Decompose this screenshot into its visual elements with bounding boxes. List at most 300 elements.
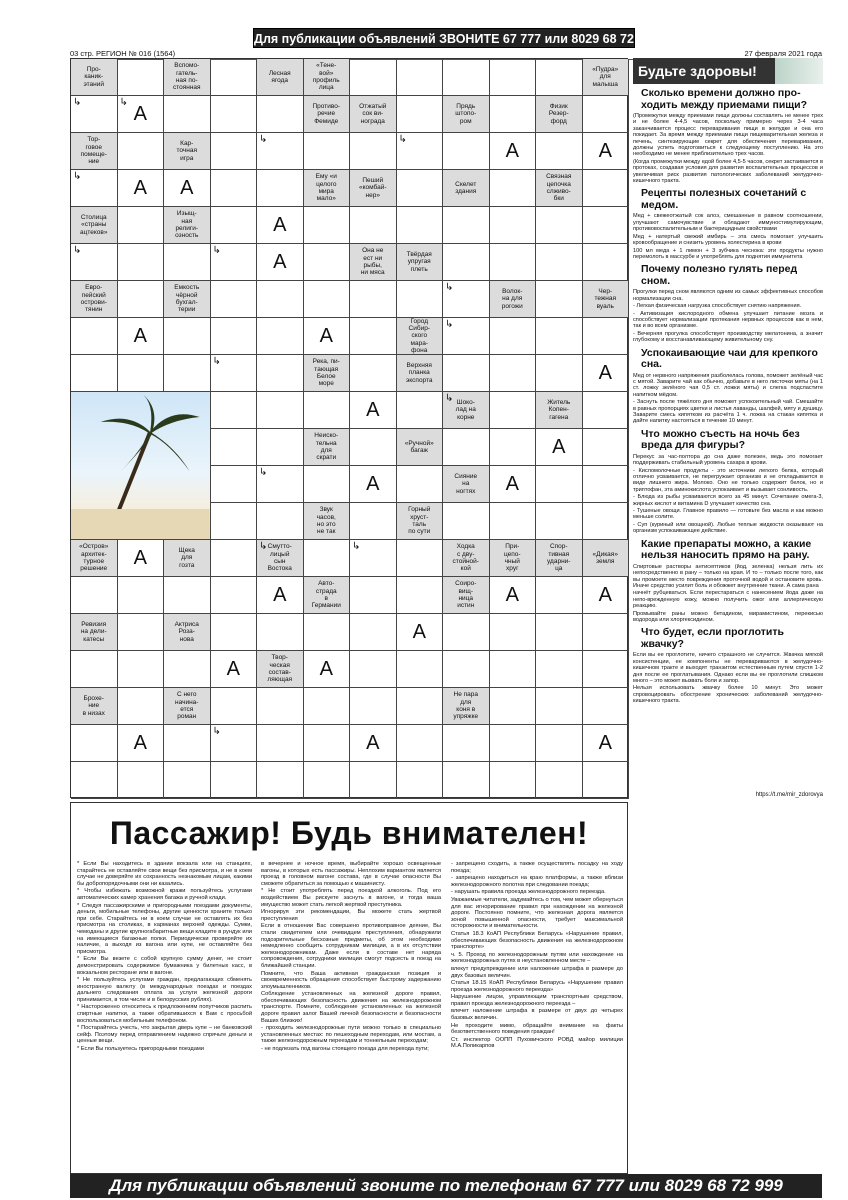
grid-cell[interactable]: [71, 318, 118, 355]
grid-cell[interactable]: [304, 540, 351, 577]
grid-cell[interactable]: [211, 466, 258, 503]
arrow-icon: ↳: [73, 245, 82, 256]
grid-cell[interactable]: [118, 355, 165, 392]
health-link[interactable]: https://t.me/mir_zdorovya: [755, 792, 823, 798]
grid-cell[interactable]: [536, 59, 583, 96]
article-paragraph: влекут предупреждение или наложение штрафа в размере до двух базовых величин.: [451, 965, 623, 979]
grid-cell[interactable]: [397, 170, 444, 207]
article-paragraph: * Постарайтесь учесть, что закрытая дверь купе – не банковский сейф. Поэтому перед отправлением надежно спрячьте деньги и ценные вещи.: [77, 1025, 252, 1045]
grid-cell[interactable]: [118, 281, 165, 318]
article-paragraph: * Не пользуйтесь услугами граждан, предлагающих сбменять иностранную валюту (в международных поездах и поездах дальнего следования оплата за услуги железной дороги принимается, в том числе и в белорусских рублях).: [77, 977, 252, 1003]
clue-cell: Чер- тежная вуаль: [583, 281, 630, 318]
answer-cell[interactable]: А: [490, 133, 537, 170]
health-section-title: Сколько времени должно про-ходить между приемами пищи?: [641, 87, 807, 111]
grid-cell[interactable]: [257, 614, 304, 651]
arrow-icon: ↳: [352, 541, 361, 552]
grid-cell[interactable]: [397, 466, 444, 503]
clue-cell: Щека для гозта: [164, 540, 211, 577]
clue-cell: Город Сибир- ского мара- фона: [397, 318, 444, 355]
grid-cell[interactable]: [397, 725, 444, 762]
clue-cell: Про- каник- этаний: [71, 59, 118, 96]
grid-cell[interactable]: [71, 355, 118, 392]
article-paragraph: * Чтобы избежать возможной кражи пользуйтесь услугами автоматических камер хранения багажа и ручной клади.: [77, 888, 252, 901]
clue-cell: Звук часов, но это не так: [304, 503, 351, 540]
clue-cell: Не пара для коня в упряжке: [443, 688, 490, 725]
clue-cell: Твор- ческая состав- ляющая: [257, 651, 304, 688]
clue-cell: Неиско- тельна для скрати: [304, 429, 351, 466]
grid-cell[interactable]: [211, 318, 258, 355]
answer-cell[interactable]: А: [583, 725, 630, 762]
grid-cell[interactable]: [490, 614, 537, 651]
grid-cell[interactable]: [304, 392, 351, 429]
grid-cell[interactable]: [304, 466, 351, 503]
grid-cell[interactable]: [350, 429, 397, 466]
grid-cell[interactable]: [211, 59, 258, 96]
grid-cell[interactable]: [304, 244, 351, 281]
grid-cell[interactable]: [490, 688, 537, 725]
grid-cell[interactable]: [257, 355, 304, 392]
article-paragraph: Уважаемые читатели, задумайтесь о том, чем может обернуться для вас игнорирование правил при нахождении на железной дороге. Постоянно помните, что железная дорога является зоной повышенной опасности, требует максимальной осторожности и внимательности.: [451, 896, 623, 930]
grid-cell[interactable]: [583, 392, 630, 429]
grid-cell[interactable]: [257, 688, 304, 725]
grid-cell[interactable]: [490, 59, 537, 96]
health-section-title: Что будет, если проглотить жвачку?: [641, 626, 784, 650]
grid-cell[interactable]: [211, 170, 258, 207]
grid-cell[interactable]: [490, 244, 537, 281]
issue-number: 03 стр. РЕГИОН № 016 (1564): [70, 49, 176, 58]
answer-cell[interactable]: А: [583, 133, 630, 170]
grid-cell[interactable]: [257, 170, 304, 207]
grid-cell[interactable]: [304, 281, 351, 318]
clue-cell: Актриса Роза- нова: [164, 614, 211, 651]
grid-cell[interactable]: [536, 503, 583, 540]
clue-cell: Авто- страда в Германии: [304, 577, 351, 614]
answer-cell[interactable]: А: [118, 170, 165, 207]
clue-cell: Тор- говое помеще- ние: [71, 133, 118, 170]
answer-cell[interactable]: А: [211, 651, 258, 688]
article-paragraph: Ст. инспектор ООПП Пуховичского РОВД майор милиции М.А.Попикарпов: [451, 1036, 623, 1050]
article-paragraph: * Не стоит употреблять перед поездкой алкоголь. Под его воздействием Вы рискуете заснуть в вагоне, и тогда ваша имущество может стать легкой жертвой преступника.: [261, 888, 441, 908]
grid-cell[interactable]: [443, 651, 490, 688]
health-paragraph: Если вы ее проглотите, ничего страшного не случится. Жвачка мягкой консистенции, ее компоненты не перевариваются в желудочно-кишечном тракте и выходят транзитом естественным путем спустя 1-2 дня после ее проглатывания. Однако если вы ее проглотили слишком много – это может вызвать боли и запор.: [633, 652, 823, 684]
clue-cell: Прядь штопо- ром: [443, 96, 490, 133]
grid-cell[interactable]: [536, 355, 583, 392]
clue-cell: Физик Резер- форд: [536, 96, 583, 133]
answer-cell[interactable]: А: [118, 96, 165, 133]
clue-cell: «Дикая» земля: [583, 540, 630, 577]
grid-cell[interactable]: [304, 207, 351, 244]
grid-cell[interactable]: [583, 651, 630, 688]
health-paragraph: Мед + свежеотжатый сок алоэ, смешанные в равном соотношении, улучшают самочувствие и обладают иммуностимулирующим, противовоспалительным и бактерицидным свойствами: [633, 213, 823, 233]
arrow-icon: ↳: [212, 245, 221, 256]
grid-cell[interactable]: [164, 762, 211, 799]
clue-cell: «Остров» архитек- турное решение: [71, 540, 118, 577]
grid-cell[interactable]: [536, 244, 583, 281]
grid-cell[interactable]: [164, 318, 211, 355]
issue-date: 27 февраля 2021 года: [744, 49, 822, 58]
article-paragraph: - нарушать правила проезда железнодорожного переезда.: [451, 889, 606, 896]
grid-cell[interactable]: [443, 725, 490, 762]
grid-cell[interactable]: [443, 429, 490, 466]
grid-cell[interactable]: [583, 318, 630, 355]
answer-cell[interactable]: А: [350, 392, 397, 429]
grid-cell[interactable]: [583, 688, 630, 725]
answer-cell[interactable]: А: [536, 429, 583, 466]
clue-cell: При- цепо- чный хруг: [490, 540, 537, 577]
grid-cell[interactable]: [350, 59, 397, 96]
health-paragraph: Промывайте раны можно бетадином, мирамистином, перекисью водорода или хлоргексидином.: [633, 610, 823, 623]
article-column-2: [261, 861, 441, 1054]
grid-cell[interactable]: [583, 96, 630, 133]
grid-cell[interactable]: [443, 355, 490, 392]
article-paragraph: Соблюдение установленных на железной дороге правил, обеспечивающих безопасность движения на железнодорожном транспорте. Помните, соблюдение установленных на железной дороге правил залог Вашей личной безопасности и безопасности Ваших близких!: [261, 991, 441, 1024]
grid-cell[interactable]: [397, 207, 444, 244]
article-paragraph: * Если Вы находитесь в здании вокзала или на станциях, старайтесь не оставляйте свои вещи без присмотра, и не в коем случае не доверяйте их сохранность незнакомым лицам, какими бы добропорядочными они ни казались.: [77, 861, 252, 887]
crossword: [70, 58, 628, 798]
grid-cell[interactable]: [257, 96, 304, 133]
health-paragraph: - Блюда из рыбы усваиваются всего за 45 минут. Сочетание омега-3, жирных кислот и витамина D улучшает качество сна.: [633, 494, 823, 507]
article-paragraph: ч. 5. Проход по железнодорожным путям или нахождение на железнодорожных путях в неустановленном месте –: [451, 951, 623, 965]
article-paragraph: * Если Вы везете с собой крупную сумму денег, не стоит демонстрировать содержимое бумажника у билетных касс, в вокзальном ресторане или в вагоне.: [77, 956, 252, 976]
grid-cell[interactable]: [211, 614, 258, 651]
grid-cell[interactable]: [350, 688, 397, 725]
grid-cell[interactable]: [164, 577, 211, 614]
grid-cell[interactable]: [536, 725, 583, 762]
grid-cell[interactable]: [211, 133, 258, 170]
article-paragraph: * Если Вы пользуетесь пригородными поездами: [77, 1046, 204, 1053]
grid-cell[interactable]: [490, 96, 537, 133]
health-section-title: Что можно съесть на ночь без вреда для фигуры?: [641, 427, 800, 452]
grid-cell[interactable]: [304, 614, 351, 651]
grid-cell[interactable]: [350, 318, 397, 355]
grid-cell[interactable]: [118, 651, 165, 688]
clue-cell: Изыщ- ная религи- озность: [164, 207, 211, 244]
grid-cell[interactable]: [583, 207, 630, 244]
grid-cell[interactable]: [490, 429, 537, 466]
grid-cell[interactable]: [583, 614, 630, 651]
arrow-icon: ↳: [445, 319, 454, 330]
grid-cell[interactable]: [257, 281, 304, 318]
health-header-title: Будьте здоровы!: [638, 63, 757, 79]
grid-cell[interactable]: [257, 318, 304, 355]
grid-cell[interactable]: [211, 96, 258, 133]
grid-cell[interactable]: [536, 688, 583, 725]
grid-cell[interactable]: [583, 503, 630, 540]
grid-cell[interactable]: [350, 133, 397, 170]
grid-cell[interactable]: [350, 614, 397, 651]
grid-cell[interactable]: [397, 577, 444, 614]
clue-cell: Она не ест ни рыбы, ни мяса: [350, 244, 397, 281]
grid-cell[interactable]: [164, 96, 211, 133]
health-header: [633, 58, 823, 84]
answer-cell[interactable]: А: [304, 318, 351, 355]
grid-cell[interactable]: [118, 133, 165, 170]
grid-cell[interactable]: [536, 762, 583, 799]
grid-cell[interactable]: [257, 429, 304, 466]
health-section-title: Какие препараты можно, а какие нельзя наносить прямо на рану.: [641, 537, 812, 562]
health-section-title: Рецепты полезных сочетаний с медом.: [641, 187, 807, 211]
health-paragraph: (Когда промежутки между едой более 4,5-5 часов, секрет застаивается в протоках, создавая условия для развития воспалительных процессов и увеличивая риск развития патологических заболеваний желудочно-кишечного тракта.: [633, 158, 823, 185]
grid-cell[interactable]: [350, 207, 397, 244]
answer-cell[interactable]: А: [304, 651, 351, 688]
grid-cell[interactable]: [583, 170, 630, 207]
arrow-icon: ↳: [445, 282, 454, 293]
article-paragraph: Нарушение лицом, управляющим транспортным средством, правил проезда железнодорожного переезда –: [451, 994, 623, 1007]
grid-cell[interactable]: [71, 577, 118, 614]
article-paragraph: - запрещено находиться на краю платформы, а также вблизи железнодорожного полотна при следовании поезда;: [451, 875, 623, 888]
grid-cell[interactable]: [397, 540, 444, 577]
grid-cell[interactable]: [490, 503, 537, 540]
grid-cell[interactable]: [490, 392, 537, 429]
article-column-1: [77, 861, 252, 1054]
article-paragraph: * Следуя пассажирскими и пригородными поездами документы, деньги, мобильные телефоны, другие ценности храните только при себе. Старайтесь ни в коем случае не оставлять их без присмотра на столиках, в карманах верхней одежды. Сумки, чемоданы и другие крупногабаритные вещи кладите в рундук или на имеющиеся багажные полки. Периодически проверяйте их наличие, а выходя из вагона или купе, не оставляйте без присмотра.: [77, 902, 252, 955]
grid-cell[interactable]: [443, 762, 490, 799]
article-paragraph: * Настороженно относитесь к предложениям попутчиков распить спиртные напитки, а также обратившихся к Вам с просьбой воспользоваться мобильным телефоном.: [77, 1004, 252, 1024]
grid-cell[interactable]: [211, 762, 258, 799]
grid-cell[interactable]: [443, 59, 490, 96]
answer-cell[interactable]: А: [397, 614, 444, 651]
answer-cell[interactable]: А: [350, 725, 397, 762]
grid-cell[interactable]: [164, 355, 211, 392]
arrow-icon: ↳: [212, 726, 221, 737]
grid-cell[interactable]: [490, 318, 537, 355]
top-phone-banner: Для публикации объявлений ЗВОНИТЕ 67 777 или 8029 68 72 999: [253, 28, 635, 48]
grid-cell[interactable]: [536, 614, 583, 651]
health-paragraph: Спиртовые растворы антисептиков (йод, зеленка) нельзя лить их непосредственно в рану – только на края. И то – только после того, как вы промоете место повреждения проточной водой и остановите кровь. Иначе средство усилит боль и обожжет внутренние ткани. А сама рана: [633, 563, 823, 589]
clue-cell: Противо- речие Фемиде: [304, 96, 351, 133]
grid-cell[interactable]: [536, 577, 583, 614]
answer-cell[interactable]: А: [118, 318, 165, 355]
grid-cell[interactable]: [118, 244, 165, 281]
answer-cell[interactable]: А: [257, 207, 304, 244]
arrow-icon: ↳: [398, 134, 407, 145]
clue-cell: Спор- тивная ударни- ца: [536, 540, 583, 577]
grid-cell[interactable]: [583, 466, 630, 503]
railway-article: [70, 802, 628, 1174]
grid-cell[interactable]: [211, 540, 258, 577]
grid-cell[interactable]: [118, 59, 165, 96]
grid-cell[interactable]: [490, 170, 537, 207]
grid-cell[interactable]: [118, 614, 165, 651]
article-headline: Пассажир! Будь внимателен!: [109, 815, 589, 851]
grid-cell[interactable]: [490, 355, 537, 392]
clue-cell: Волок- на для рогожи: [490, 281, 537, 318]
grid-cell[interactable]: [257, 762, 304, 799]
grid-cell[interactable]: [443, 207, 490, 244]
health-paragraph: Мед + натертый свежий имбирь – эта смесь помогает улучшить кровообращение и снизить уровень холестерина в крови: [633, 233, 823, 247]
clue-cell: Пеший «комбай- нер»: [350, 170, 397, 207]
answer-cell[interactable]: А: [350, 466, 397, 503]
answer-cell[interactable]: А: [164, 170, 211, 207]
grid-cell[interactable]: [118, 577, 165, 614]
answer-cell[interactable]: А: [257, 577, 304, 614]
health-paragraph: - Легкая физическая нагрузка способствует снятию напряжения.: [633, 303, 802, 310]
answer-cell[interactable]: А: [257, 244, 304, 281]
article-paragraph: Игнорируя эти рекомендации, Вы можете стать жертвой преступления: [261, 909, 441, 922]
grid-cell[interactable]: [443, 133, 490, 170]
grid-cell[interactable]: [536, 651, 583, 688]
answer-cell[interactable]: А: [118, 540, 165, 577]
clue-cell: Столица «страны ацтеков»: [71, 207, 118, 244]
grid-cell[interactable]: [536, 466, 583, 503]
article-paragraph: Статья 18.3 КоАП Республики Беларусь «Нарушение правил, обеспечивающих безопасность движения на железнодорожном транспорте»: [451, 930, 623, 951]
grid-cell[interactable]: [490, 762, 537, 799]
health-paragraph: (Промежутки между приемами пищи должны составлять не менее трех и не более 4-4,5 часов, поскольку примерно через 3-4 часа заканчивается процесс переваривания пищи в желудке и она его покидает. За время между приемами пищи пищеварительная железа и печень, синтезирующие секрет для обеспечения переваривания, должны успеть подготовиться к следующему поступлению. На это необходимо не менее приблизительно трех часов.: [633, 113, 823, 158]
arrow-icon: ↳: [445, 393, 454, 404]
grid-cell[interactable]: [211, 392, 258, 429]
grid-cell[interactable]: [211, 688, 258, 725]
clue-cell: «Ручной» багаж: [397, 429, 444, 466]
clue-cell: Отжатый сок ви- нограда: [350, 96, 397, 133]
article-paragraph: Не проходите мимо, обращайте внимание на факты безответственного поведения граждан!: [451, 1022, 623, 1036]
grid-cell[interactable]: [164, 244, 211, 281]
clue-cell: Ходка с дву- стойной- кой: [443, 540, 490, 577]
arrow-icon: ↳: [212, 356, 221, 367]
grid-cell[interactable]: [257, 503, 304, 540]
health-column: [633, 58, 823, 798]
bottom-phone-banner: Для публикации объявлений звоните по телефонам 67 777 или 8029 68 72 999: [70, 1174, 822, 1198]
grid-cell[interactable]: [211, 429, 258, 466]
arrow-icon: ↳: [73, 97, 82, 108]
clue-cell: Соиро- вищ- ница истин: [443, 577, 490, 614]
health-paragraph: - Активизация кислородного обмена улучшает питание мозга и способствует нормализации протекания нервных процессов как в нем, так и во всем организме.: [633, 310, 823, 330]
answer-cell[interactable]: А: [490, 466, 537, 503]
health-section-title: Успокаивающие чаи для крепкого сна.: [641, 346, 818, 371]
grid-cell[interactable]: [71, 651, 118, 688]
health-paragraph: начнёт рубцеваться. Если перестараться с нанесением йода даже на непо-врежденную кожу, можно получить ожог или аллергическую реакцию.: [633, 590, 823, 610]
grid-cell[interactable]: [211, 577, 258, 614]
arrow-icon: ↳: [119, 97, 128, 108]
article-paragraph: Если в отношении Вас совершено противоправное деяние, Вы стали свидетелем или очевидцем преступления, обнаружили подозрительные бесхозные предметы, об этом необходимо немедленно сообщить сотрудникам милиции, а в их отсутствии железнодорожникам. Даже если в составе нет наряда сопровождения, сотрудники милиции смогут подсесть в поезд на ближайшей станции.: [261, 923, 441, 969]
grid-cell[interactable]: [304, 725, 351, 762]
clue-cell: Река, пи- тающая Белое море: [304, 355, 351, 392]
grid-cell[interactable]: [397, 281, 444, 318]
grid-cell[interactable]: [164, 725, 211, 762]
clue-cell: Емкость чёрной бухгал- терии: [164, 281, 211, 318]
clue-cell: Скелет здания: [443, 170, 490, 207]
article-paragraph: в вечернее и ночное время, выбирайте хорошо освещенные вагоны, в которых есть пассажиры. Неплохим вариантом является проезд в головном вагоне состава, где в случае опасности Вы сможете обратиться за помощью к машинисту.: [261, 861, 441, 887]
grid-cell[interactable]: [443, 503, 490, 540]
grid-cell[interactable]: [350, 503, 397, 540]
grid-cell[interactable]: [583, 762, 630, 799]
clue-cell: Ревизия на дели- катесы: [71, 614, 118, 651]
palm-beach-photo: [71, 392, 211, 540]
article-paragraph: влечет наложение штрафа в размере от двух до четырех базовых величин.: [451, 1008, 623, 1022]
grid-cell[interactable]: [304, 688, 351, 725]
clue-cell: Ему «и целого мира мало»: [304, 170, 351, 207]
clue-cell: Горный хруст- таль по сути: [397, 503, 444, 540]
clue-cell: Лесная ягода: [257, 59, 304, 96]
grid-cell[interactable]: [211, 503, 258, 540]
clue-cell: Шоко- лад на корне: [443, 392, 490, 429]
clue-cell: Кар- точная игра: [164, 133, 211, 170]
grid-cell[interactable]: [397, 392, 444, 429]
clue-cell: Смутто- лицый сын Востока: [257, 540, 304, 577]
health-paragraph: Прогулки перед сном являются одним из самых эффективных способов нормализации сна.: [633, 289, 823, 302]
arrow-icon: ↳: [259, 467, 268, 478]
grid-cell[interactable]: [350, 281, 397, 318]
grid-cell[interactable]: [350, 355, 397, 392]
health-paragraph: 100 мл меда + 1 лимон + 3 зубчика чеснока: эти продукты нужно перемолоть в массурбе и употреблять для поднятия иммунитета: [633, 247, 823, 260]
grid-cell[interactable]: [71, 725, 118, 762]
arrow-icon: ↳: [73, 171, 82, 182]
grid-cell[interactable]: [211, 281, 258, 318]
grid-cell[interactable]: [118, 762, 165, 799]
health-paragraph: - Заснуть после тяжёлого дня поможет успокоительный чай. Смешайте в равных пропорциях цветки и листья лаванды, шалфей, мяту и душицу. Заварите смесь кипятком из расчёта 1 ч. ложка на стакан кипятка и дайте напитку настояться в течение 10 минут.: [633, 399, 823, 425]
grid-cell[interactable]: [304, 133, 351, 170]
article-paragraph: - не подлезать под вагоны стоящего поезда для перехода пути;: [261, 1046, 429, 1053]
health-paragraph: Перекус за час-полтора до сна даже полезен, ведь это помогает поддерживать стабильный уровень сахара в крови.: [633, 453, 823, 467]
grid-cell[interactable]: [490, 725, 537, 762]
grid-cell[interactable]: [350, 651, 397, 688]
grid-cell[interactable]: [211, 207, 258, 244]
palm-tree-icon: [71, 392, 210, 539]
clue-cell: С него начина- ется роман: [164, 688, 211, 725]
grid-cell[interactable]: [397, 59, 444, 96]
clue-cell: «Пудра» для малыша: [583, 59, 630, 96]
grid-cell[interactable]: [397, 96, 444, 133]
health-paragraph: - Кисломолочные продукты - это источники легкого белка, который отлично усваивается, не перегружает организм и не откладывается в виде лишнего жира. Молоко. Оно не только содержит белок, но и триптофан, эта аминокислота успокаивает и вызывает сонливость.: [633, 467, 823, 493]
arrow-icon: ↳: [259, 541, 268, 552]
grid-cell[interactable]: [443, 244, 490, 281]
grid-cell[interactable]: [397, 762, 444, 799]
clue-cell: Евро- пейский острови- тянин: [71, 281, 118, 318]
grid-cell[interactable]: [536, 281, 583, 318]
health-body: [633, 88, 823, 705]
health-section-title: Почему полезно гулять перед сном.: [641, 263, 798, 287]
health-paragraph: Нельзя использовать жвачку более 10 минут. Это может спровоцировать обострение хронических заболеваний желудочно-кишечного тракта.: [633, 685, 823, 705]
grid-cell[interactable]: [490, 207, 537, 244]
grid-cell[interactable]: [490, 651, 537, 688]
grid-cell[interactable]: [536, 318, 583, 355]
health-paragraph: - Тушеные овощи. Главное правило — готовьте без масла и как можно меньше солите.: [633, 508, 823, 521]
answer-cell[interactable]: А: [583, 577, 630, 614]
health-header-image: [775, 58, 823, 84]
article-paragraph: - запрещено сходить, а также осуществлять посадку на ходу поезда;: [451, 861, 623, 874]
health-paragraph: - Вечерняя прогулка способствует производству мелатонина, а значит глубокому и восстанавливающему живительному сну.: [633, 330, 823, 344]
article-paragraph: Статья 18.15 КоАП Республики Беларусь «Нарушение правил проезда железнодорожного переезда»: [451, 980, 623, 993]
clue-cell: Вспомо- гатель- ная по- стоянная: [164, 59, 211, 96]
answer-cell[interactable]: А: [118, 725, 165, 762]
grid-cell[interactable]: [350, 762, 397, 799]
grid-cell[interactable]: [118, 207, 165, 244]
grid-cell[interactable]: [583, 429, 630, 466]
grid-cell[interactable]: [536, 207, 583, 244]
answer-cell[interactable]: А: [490, 577, 537, 614]
health-paragraph: Мед от нервного напряжения разболелась голова, поможет зелёный час с мятой. Заварите чай как обычно, добавьте в него листочки мяты (на 1 ст. ложку зелёного чая 0,5 ст. ложки мяты) и слегка подсластите напитком мёдом.: [633, 372, 823, 398]
grid-cell[interactable]: [304, 762, 351, 799]
grid-cell[interactable]: [397, 651, 444, 688]
grid-cell[interactable]: [71, 762, 118, 799]
health-paragraph: - Суп (куриный или овощной). Любые теплые жидкости оказывают на организм успокаивающее действие.: [633, 521, 823, 535]
grid-cell[interactable]: [257, 725, 304, 762]
grid-cell[interactable]: [536, 133, 583, 170]
article-paragraph: Помните, что Ваша активная гражданская позиция и своевременность обращения способствует быстрому задержанию злоумышленников.: [261, 970, 441, 990]
grid-cell[interactable]: [397, 688, 444, 725]
answer-cell[interactable]: А: [583, 355, 630, 392]
clue-cell: Связная цепочка слживо- бки: [536, 170, 583, 207]
grid-cell[interactable]: [164, 651, 211, 688]
clue-cell: Верхняя планка экспорта: [397, 355, 444, 392]
clue-cell: Брохе- ние в низах: [71, 688, 118, 725]
grid-cell[interactable]: [350, 577, 397, 614]
grid-cell[interactable]: [257, 392, 304, 429]
clue-cell: Житель Копен- гагена: [536, 392, 583, 429]
grid-cell[interactable]: [583, 244, 630, 281]
grid-cell[interactable]: [118, 688, 165, 725]
article-paragraph: - проходить железнодорожные пути можно только в специально установленных местах: по пешеходным переходам, или мостам, а также железнодорожным переездам и тоннельным переходам;: [261, 1025, 441, 1045]
grid-cell[interactable]: [443, 614, 490, 651]
